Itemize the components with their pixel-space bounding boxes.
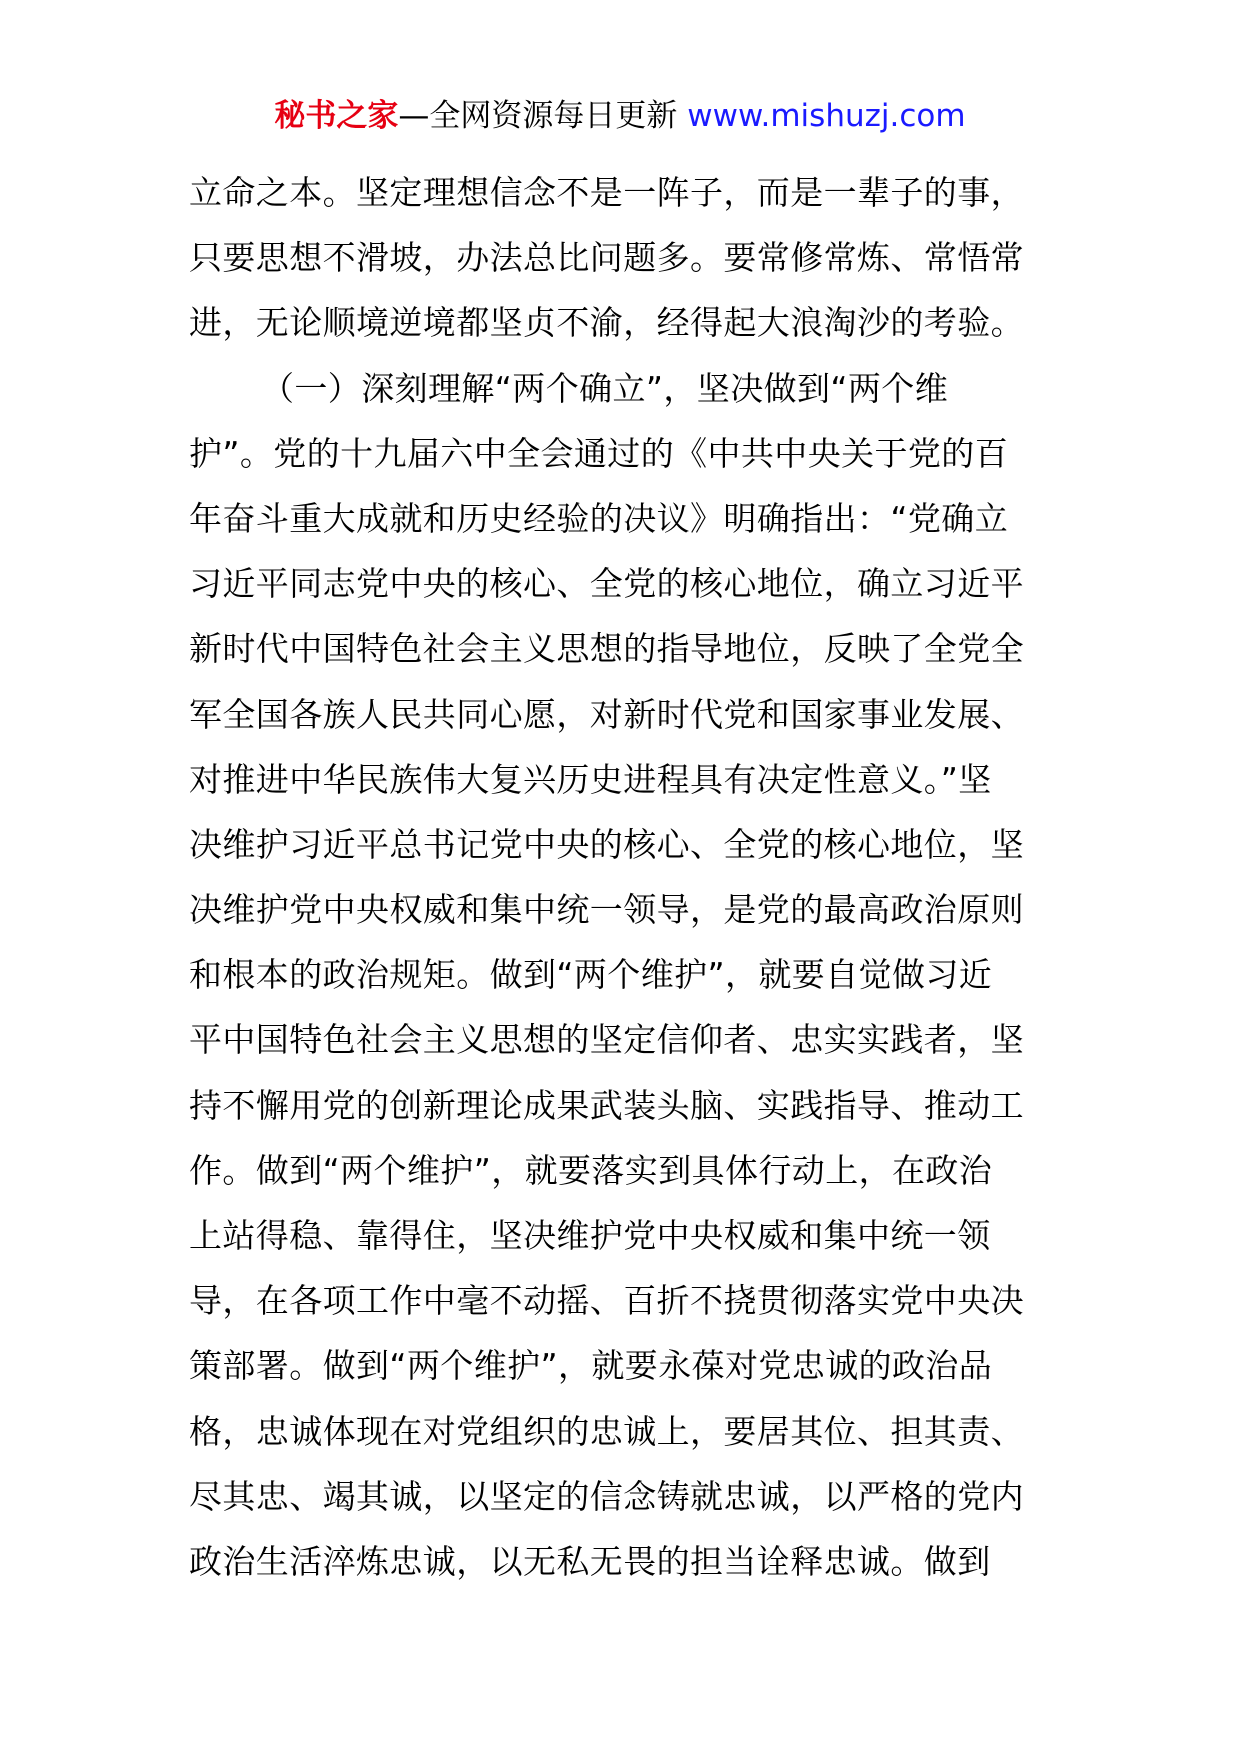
text-line: 作。做到“两个维护”，就要落实到具体行动上，在政治 xyxy=(189,1150,993,1190)
text-line: 决维护党中央权威和集中统一领导，是党的最高政治原则 xyxy=(189,890,1024,930)
text-line: 对推进中华民族伟大复兴历史进程具有决定性意义。”坚 xyxy=(189,759,992,799)
header-slogan: —全网资源每日更新 xyxy=(398,98,678,134)
site-url-link[interactable]: www.mishuzj.com xyxy=(687,98,966,134)
text-line: 尽其忠、竭其诚，以坚定的信念铸就忠诚，以严格的党内 xyxy=(189,1476,1024,1516)
text-line: 导，在各项工作中毫不动摇、百折不挠贯彻落实党中央决 xyxy=(189,1281,1024,1321)
text-line: 新时代中国特色社会主义思想的指导地位，反映了全党全 xyxy=(189,629,1024,669)
text-line: 立命之本。坚定理想信念不是一阵子，而是一辈子的事， xyxy=(189,173,1024,212)
text-line: 进，无论顺境逆境都坚贞不渝，经得起大浪淘沙的考验。 xyxy=(189,303,1024,343)
site-header xyxy=(0,96,1240,136)
document-body xyxy=(189,160,1057,1594)
text-line: 决维护习近平总书记党中央的核心、全党的核心地位，坚 xyxy=(189,824,1024,864)
text-line: 格，忠诚体现在对党组织的忠诚上，要居其位、担其责、 xyxy=(189,1411,1024,1451)
text-line: 平中国特色社会主义思想的坚定信仰者、忠实实践者，坚 xyxy=(189,1020,1024,1060)
text-line: 和根本的政治规矩。做到“两个维护”，就要自觉做习近 xyxy=(189,955,993,995)
text-line: 持不懈用党的创新理论成果武装头脑、实践指导、推动工 xyxy=(189,1085,1024,1125)
text-line: 上站得稳、靠得住，坚决维护党中央权威和集中统一领 xyxy=(189,1216,991,1255)
text-line: 策部署。做到“两个维护”，就要永葆对党忠诚的政治品 xyxy=(189,1346,993,1386)
brand-name: 秘书之家 xyxy=(274,98,399,134)
section-heading-line: （一）深刻理解“两个确立”，坚决做到“两个维 xyxy=(261,368,949,408)
text-line: 只要思想不滑坡，办法总比问题多。要常修常炼、常悟常 xyxy=(189,238,1024,278)
text-line: 政治生活淬炼忠诚，以无私无畏的担当诠释忠诚。做到 xyxy=(189,1541,991,1581)
text-line: 军全国各族人民共同心愿，对新时代党和国家事业发展、 xyxy=(189,694,1024,734)
text-line: 护”。党的十九届六中全会通过的《中共中央关于党的百 xyxy=(189,433,1009,473)
text-line: 习近平同志党中央的核心、全党的核心地位，确立习近平 xyxy=(189,564,1024,604)
text-line: 年奋斗重大成就和历史经验的决议》明确指出：“党确立 xyxy=(189,498,1009,538)
